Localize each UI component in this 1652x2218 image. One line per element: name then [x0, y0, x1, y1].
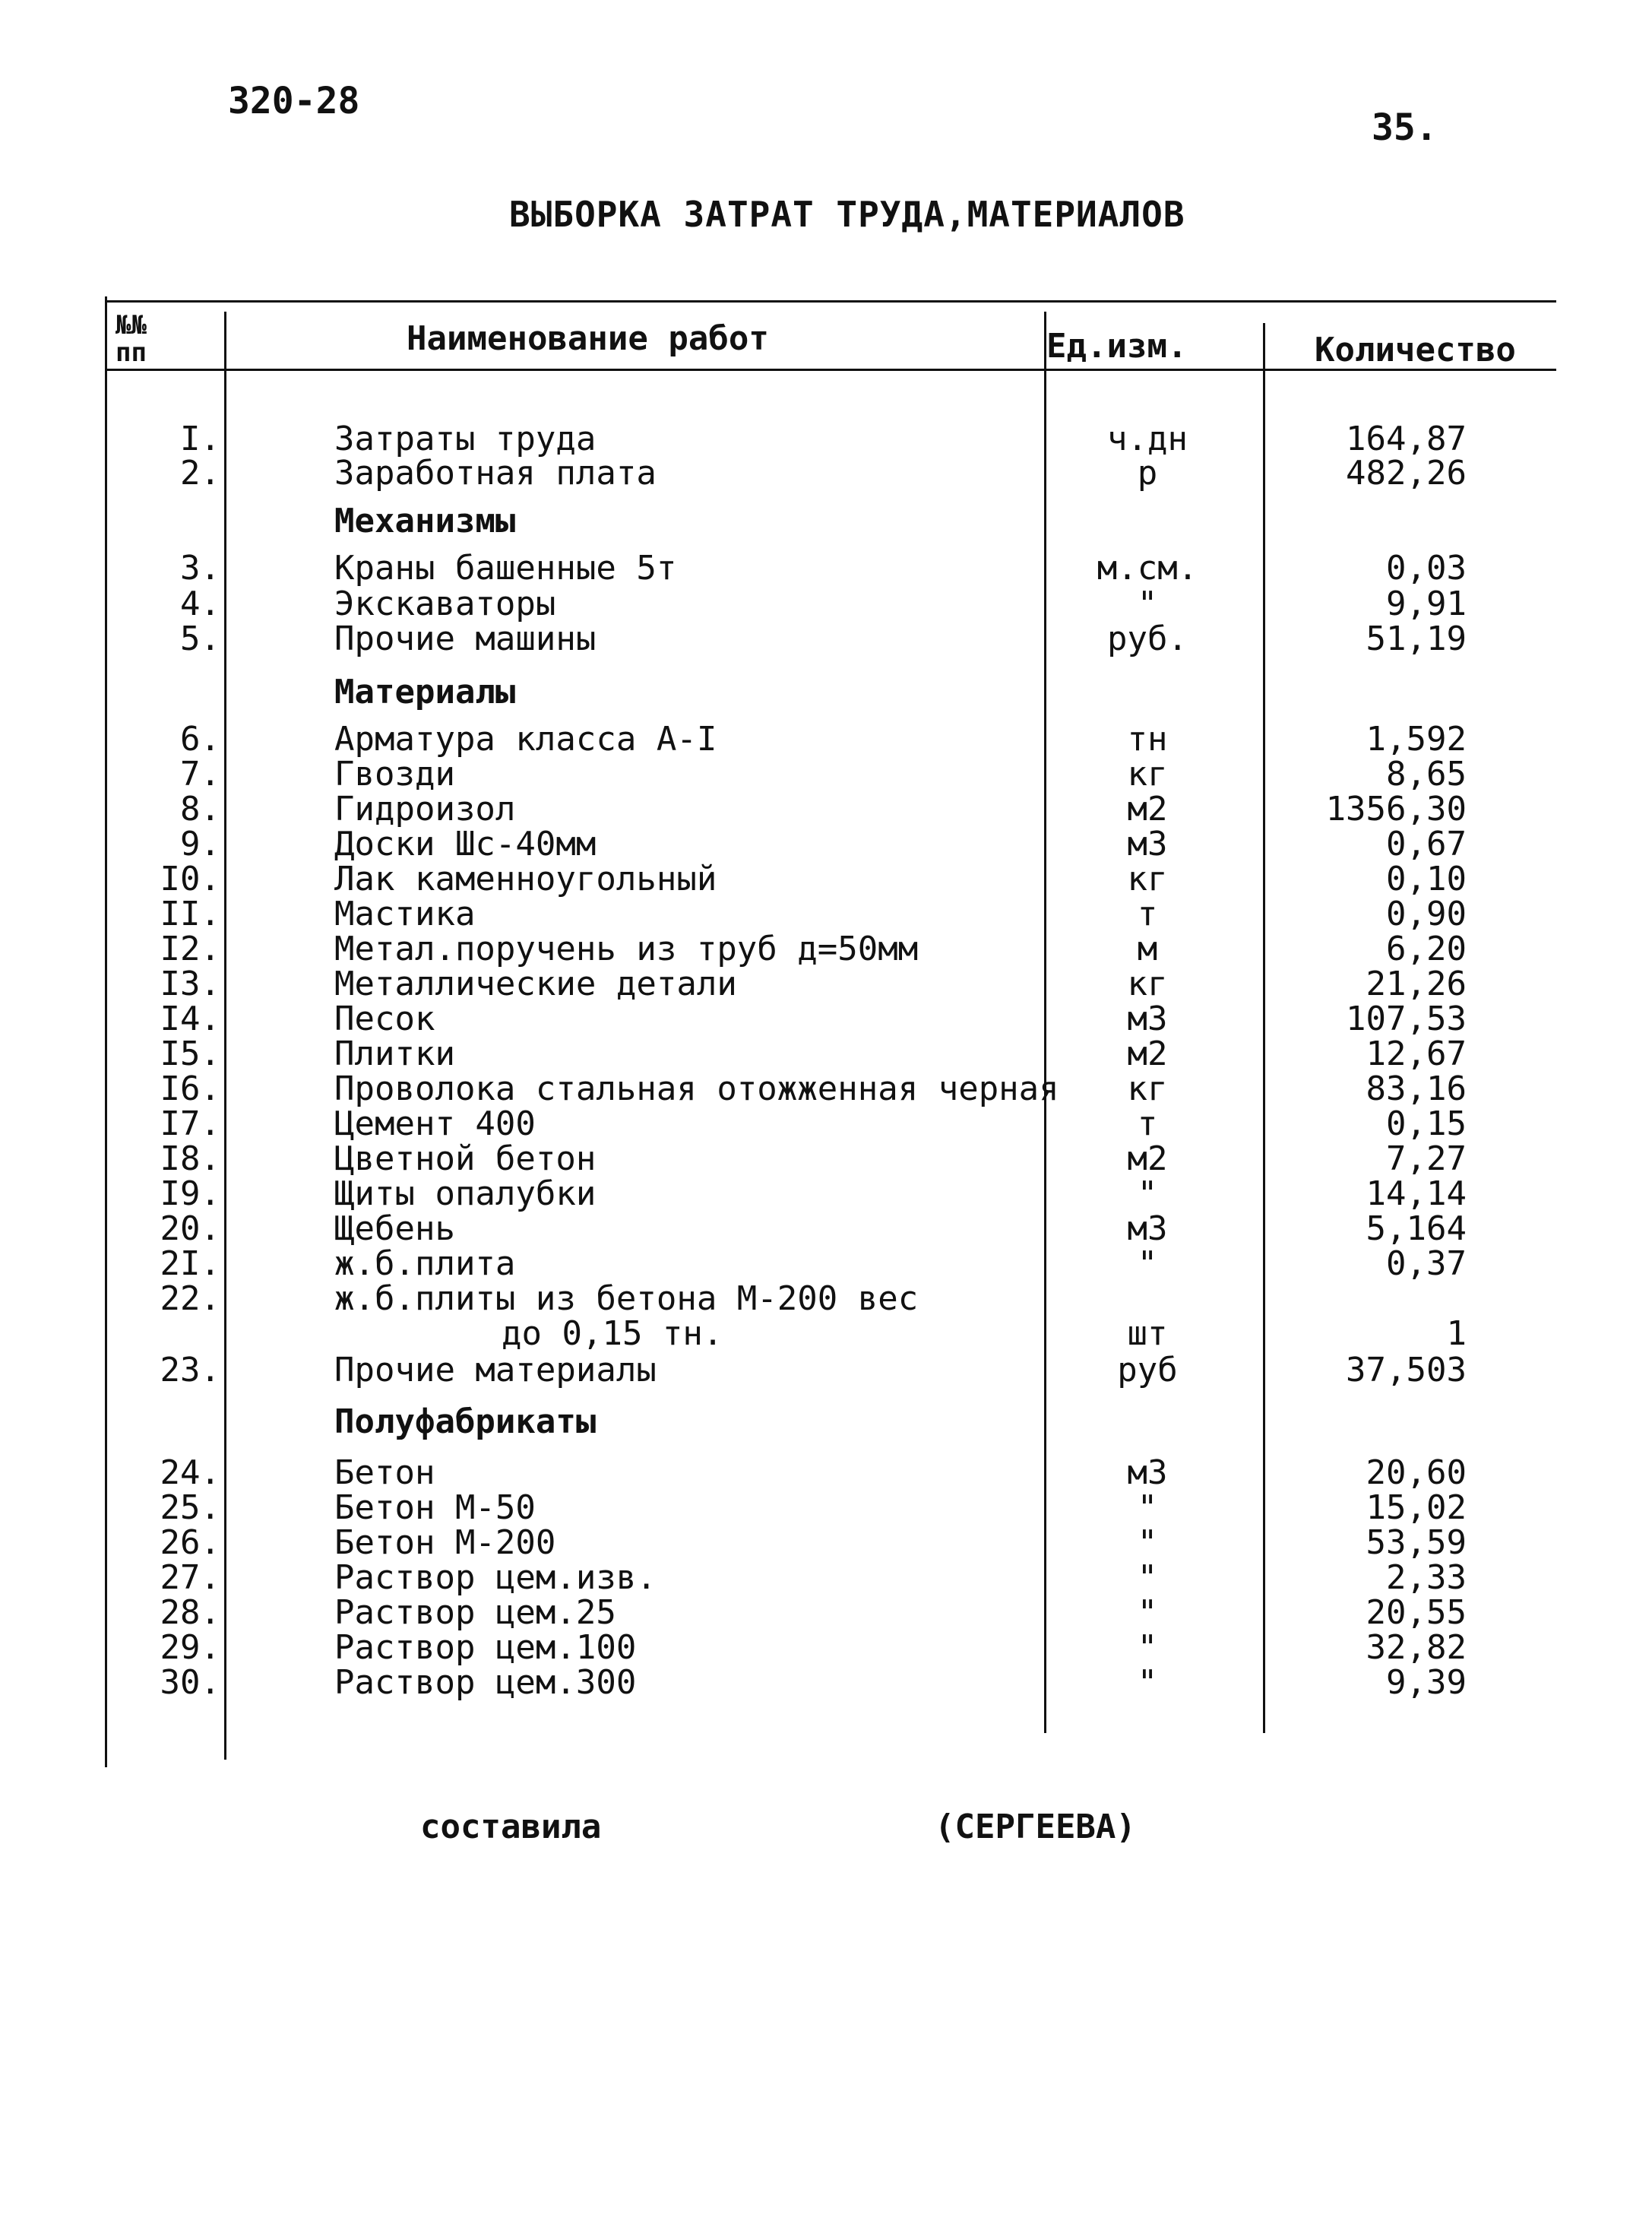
row-unit: " — [1137, 1628, 1158, 1667]
section-mechanisms: Механизмы — [334, 502, 516, 540]
row-quantity: 107,53 — [1346, 1000, 1467, 1038]
section-materials: Материалы — [334, 673, 516, 711]
row-quantity: 32,82 — [1366, 1628, 1467, 1667]
row-number: 8. — [180, 790, 220, 829]
row-number: 2. — [180, 454, 220, 493]
row-number: I8. — [160, 1139, 220, 1178]
row-unit: р — [1137, 454, 1158, 493]
row-unit: " — [1137, 1244, 1158, 1283]
row-unit: тн — [1127, 720, 1168, 759]
row-quantity: 9,39 — [1386, 1663, 1467, 1702]
row-number: I5. — [160, 1035, 220, 1073]
row-name: Металлические детали — [334, 965, 737, 1003]
row-number: I6. — [160, 1069, 220, 1108]
row-number: I2. — [160, 930, 220, 968]
section-semi-finished: Полуфабрикаты — [334, 1402, 597, 1441]
row-unit: ч.дн — [1107, 420, 1188, 458]
table-top-border — [105, 300, 1556, 303]
row-unit: " — [1137, 1488, 1158, 1527]
page-number: 35. — [1372, 106, 1438, 149]
row-quantity: 1356,30 — [1325, 790, 1467, 829]
row-name: Цветной бетон — [334, 1139, 597, 1178]
row-name: Цемент 400 — [334, 1104, 536, 1143]
row-quantity: 7,27 — [1386, 1139, 1467, 1178]
document-code: 320-28 — [228, 80, 360, 122]
row-name: Арматура класса А-I — [334, 720, 717, 759]
row-name: Гвозди — [334, 755, 455, 794]
row-name: ж.б.плита — [334, 1244, 516, 1283]
row-unit: кг — [1127, 755, 1168, 794]
row-name: Бетон М-200 — [334, 1523, 556, 1562]
table-left-border — [105, 296, 107, 1767]
row-unit: кг — [1127, 965, 1168, 1003]
row-name: Доски Шс-40мм — [334, 825, 597, 863]
header-num: №№ пп — [116, 310, 147, 368]
row-unit: " — [1137, 1523, 1158, 1562]
row-quantity: 1 — [1446, 1314, 1467, 1353]
row-name: Раствор цем.300 — [334, 1663, 637, 1702]
row-name: Экскаваторы — [334, 585, 556, 623]
row-unit: шт — [1127, 1314, 1168, 1353]
row-name: Краны башенные 5т — [334, 549, 677, 588]
row-quantity: 1,592 — [1366, 720, 1467, 759]
row-unit: " — [1137, 1558, 1158, 1597]
row-quantity: 0,15 — [1386, 1104, 1467, 1143]
row-quantity: 83,16 — [1366, 1069, 1467, 1108]
row-number: I9. — [160, 1174, 220, 1213]
header-unit: Ед.изм. — [1046, 327, 1188, 366]
row-number: 20. — [160, 1209, 220, 1248]
row-quantity: 9,91 — [1386, 585, 1467, 623]
row-name: Мастика — [334, 895, 476, 933]
row-unit: кг — [1127, 1069, 1168, 1108]
row-number: I0. — [160, 860, 220, 898]
row-name: Щебень — [334, 1209, 455, 1248]
row-unit: м3 — [1127, 1453, 1168, 1492]
row-number: 26. — [160, 1523, 220, 1562]
row-number: 2I. — [160, 1244, 220, 1283]
row-unit: м.см. — [1097, 549, 1198, 588]
row-name: Бетон М-50 — [334, 1488, 536, 1527]
row-quantity: 21,26 — [1366, 965, 1467, 1003]
row-number: 22. — [160, 1279, 220, 1318]
row-quantity: 0,90 — [1386, 895, 1467, 933]
row-name: Проволока стальная отожженная черная — [334, 1069, 1059, 1108]
row-unit: " — [1137, 1174, 1158, 1213]
row-quantity: 12,67 — [1366, 1035, 1467, 1073]
row-quantity: 164,87 — [1346, 420, 1467, 458]
row-unit: м2 — [1127, 790, 1168, 829]
document-title: ВЫБОРКА ЗАТРАТ ТРУДА,МАТЕРИАЛОВ — [509, 194, 1185, 235]
row-name: Раствор цем.25 — [334, 1593, 616, 1632]
row-quantity: 0,37 — [1386, 1244, 1467, 1283]
row-unit: м2 — [1127, 1035, 1168, 1073]
header-name: Наименование работ — [407, 319, 769, 358]
row-unit: м2 — [1127, 1139, 1168, 1178]
row-name: Щиты опалубки — [334, 1174, 597, 1213]
row-name: Прочие машины — [334, 619, 597, 658]
row-unit: м3 — [1127, 825, 1168, 863]
row-quantity: 51,19 — [1366, 619, 1467, 658]
row-unit: " — [1137, 1593, 1158, 1632]
row-unit: руб — [1117, 1351, 1178, 1389]
row-name: ж.б.плиты из бетона М-200 вес — [334, 1279, 919, 1318]
row-unit: м — [1137, 930, 1158, 968]
row-name: Раствор цем.изв. — [334, 1558, 657, 1597]
row-name: Заработная плата — [334, 454, 657, 493]
row-number: 3. — [180, 549, 220, 588]
row-name: Раствор цем.100 — [334, 1628, 637, 1667]
row-number: 28. — [160, 1593, 220, 1632]
row-quantity: 6,20 — [1386, 930, 1467, 968]
unit-col-divider-left — [1044, 312, 1046, 1733]
row-name: Гидроизол — [334, 790, 516, 829]
row-name: Метал.поручень из труб д=50мм — [334, 930, 919, 968]
row-number: 29. — [160, 1628, 220, 1667]
row-quantity: 14,14 — [1366, 1174, 1467, 1213]
row-number: 4. — [180, 585, 220, 623]
row-unit: " — [1137, 585, 1158, 623]
row-unit: м3 — [1127, 1209, 1168, 1248]
row-number: 9. — [180, 825, 220, 863]
row-number: 23. — [160, 1351, 220, 1389]
row-unit: м3 — [1127, 1000, 1168, 1038]
row-number: 5. — [180, 619, 220, 658]
row-number: I7. — [160, 1104, 220, 1143]
row-number: II. — [160, 895, 220, 933]
row-unit: руб. — [1107, 619, 1188, 658]
row-number: 6. — [180, 720, 220, 759]
row-unit: т — [1137, 1104, 1158, 1143]
row-quantity: 2,33 — [1386, 1558, 1467, 1597]
row-number: 7. — [180, 755, 220, 794]
row-number: I. — [180, 420, 220, 458]
row-number: I3. — [160, 965, 220, 1003]
row-quantity: 0,67 — [1386, 825, 1467, 863]
unit-col-divider-right — [1263, 323, 1265, 1733]
row-quantity: 37,503 — [1346, 1351, 1467, 1389]
row-quantity: 482,26 — [1346, 454, 1467, 493]
row-name: Плитки — [334, 1035, 455, 1073]
row-quantity: 0,03 — [1386, 549, 1467, 588]
row-number: 27. — [160, 1558, 220, 1597]
row-name: Прочие материалы — [334, 1351, 657, 1389]
row-quantity: 15,02 — [1366, 1488, 1467, 1527]
row-name-continuation: до 0,15 тн. — [502, 1314, 723, 1353]
row-number: I4. — [160, 1000, 220, 1038]
row-number: 25. — [160, 1488, 220, 1527]
row-name: Затраты труда — [334, 420, 597, 458]
row-name: Лак каменноугольный — [334, 860, 717, 898]
row-number: 30. — [160, 1663, 220, 1702]
row-quantity: 20,60 — [1366, 1453, 1467, 1492]
row-name: Бетон — [334, 1453, 435, 1492]
header-qty: Количество — [1315, 331, 1516, 369]
row-quantity: 53,59 — [1366, 1523, 1467, 1562]
row-quantity: 5,164 — [1366, 1209, 1467, 1248]
signature-name: (СЕРГЕЕВА) — [935, 1808, 1136, 1846]
row-unit: кг — [1127, 860, 1168, 898]
row-quantity: 20,55 — [1366, 1593, 1467, 1632]
row-unit: " — [1137, 1663, 1158, 1702]
row-quantity: 0,10 — [1386, 860, 1467, 898]
row-unit: т — [1137, 895, 1158, 933]
row-name: Песок — [334, 1000, 435, 1038]
signature-label: составила — [420, 1808, 602, 1846]
row-quantity: 8,65 — [1386, 755, 1467, 794]
num-col-divider — [224, 312, 226, 1760]
row-number: 24. — [160, 1453, 220, 1492]
